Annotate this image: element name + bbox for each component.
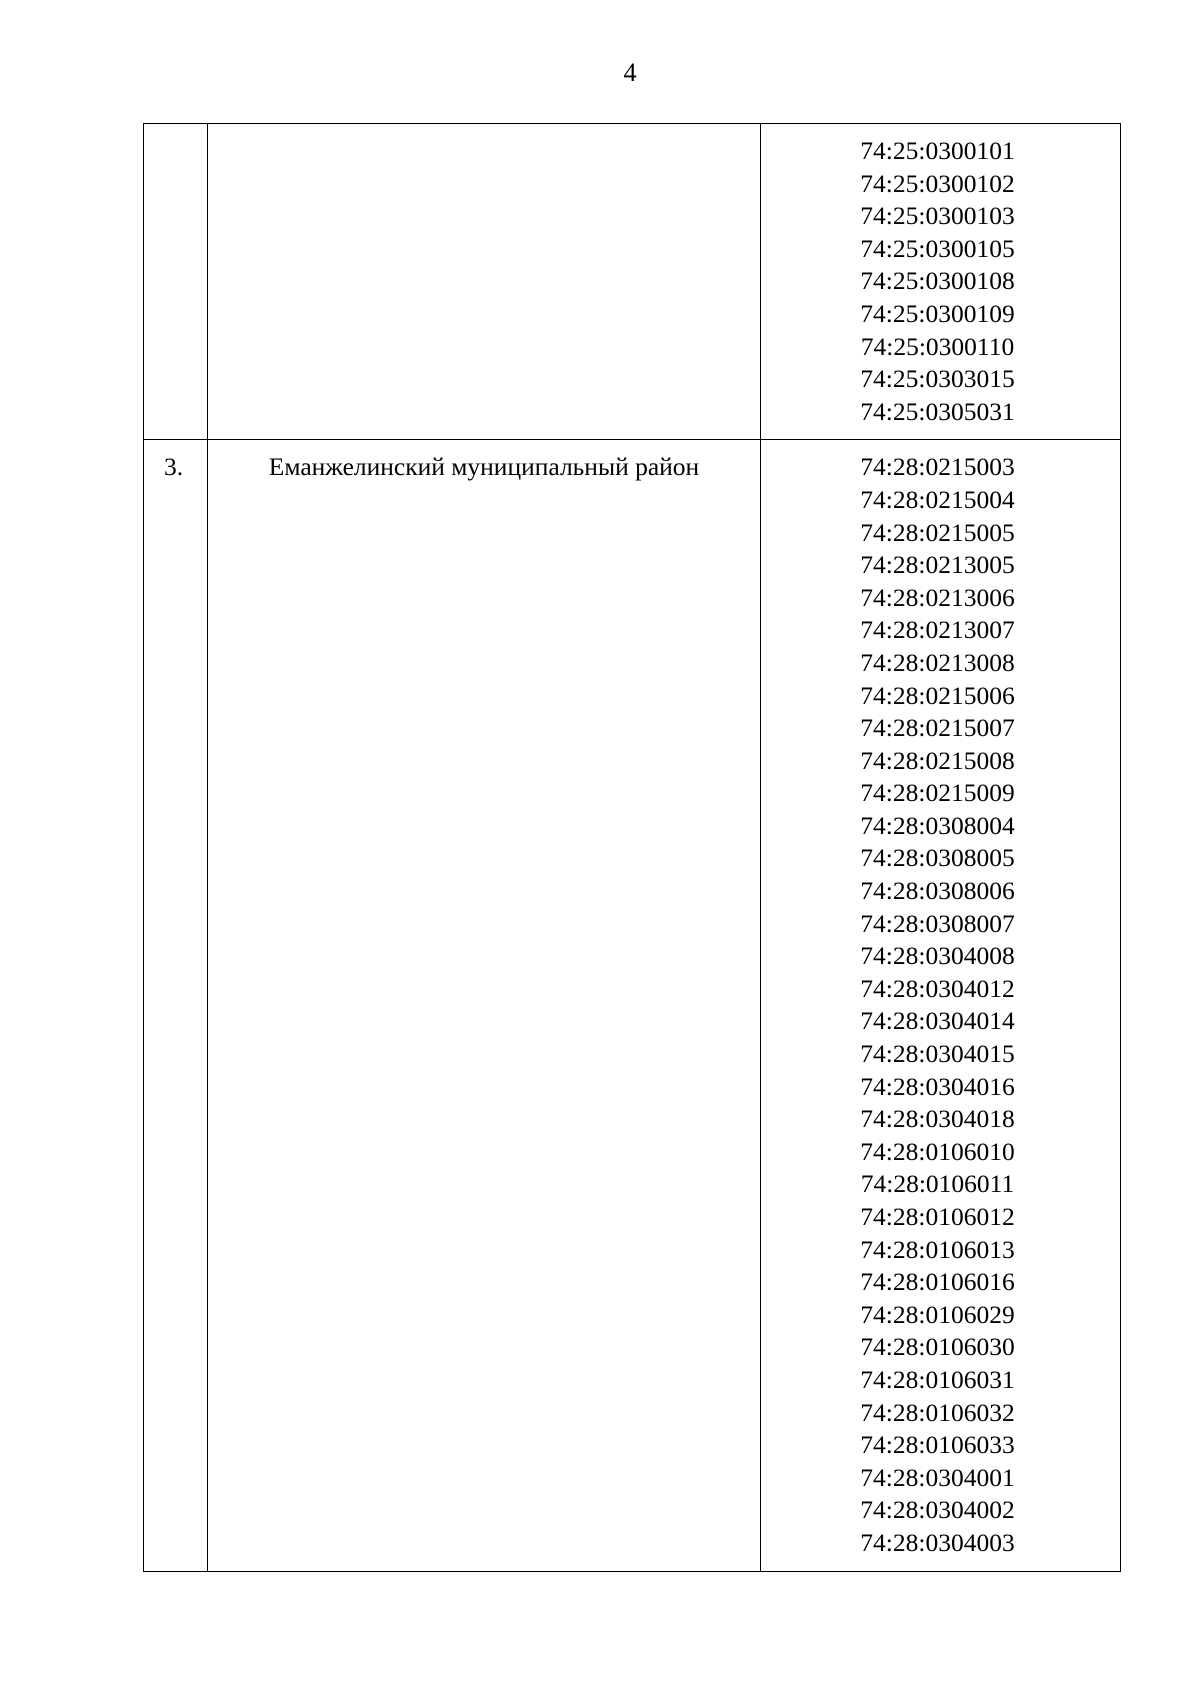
cadastral-code: 74:25:0300103 (860, 201, 1015, 231)
cadastral-code: 74:28:0215006 (860, 680, 1015, 710)
cadastral-codes-cell (761, 440, 1121, 1571)
cadastral-code: 74:28:0215007 (860, 713, 1015, 743)
cadastral-code: 74:28:0304001 (860, 1462, 1015, 1492)
cadastral-code: 74:28:0106033 (860, 1430, 1015, 1460)
cadastral-code: 74:28:0106029 (860, 1299, 1015, 1329)
cadastral-code: 74:28:0215009 (860, 778, 1015, 808)
cadastral-code: 74:28:0304016 (860, 1071, 1015, 1101)
cadastral-code: 74:25:0300101 (860, 136, 1015, 165)
cadastral-code: 74:28:0106013 (860, 1234, 1015, 1264)
table-row (144, 124, 1121, 440)
cadastral-code: 74:28:0308006 (860, 876, 1015, 906)
cadastral-code: 74:28:0304003 (860, 1527, 1015, 1557)
cadastral-code: 74:28:0213006 (860, 582, 1015, 612)
cadastral-code: 74:28:0215003 (860, 452, 1015, 482)
cadastral-code: 74:28:0215005 (860, 517, 1015, 547)
cadastral-codes-cell (761, 124, 1121, 440)
cadastral-code: 74:28:0106011 (860, 1169, 1015, 1199)
cadastral-code: 74:28:0213007 (860, 615, 1015, 645)
district-name-cell (208, 124, 761, 440)
cadastral-code: 74:28:0106031 (860, 1364, 1015, 1394)
cadastral-code: 74:28:0304014 (860, 1006, 1015, 1036)
table-row (144, 440, 1121, 1571)
cadastral-code: 74:28:0106032 (860, 1397, 1015, 1427)
cadastral-code: 74:28:0106010 (860, 1136, 1015, 1166)
cadastral-code: 74:25:0300105 (860, 233, 1015, 263)
cadastral-codes-list (761, 135, 1120, 428)
district-name-cell: Еманжелинский муниципальный район (208, 440, 761, 1571)
cadastral-code: 74:28:0215008 (860, 745, 1015, 775)
cadastral-code: 74:25:0300102 (860, 168, 1015, 198)
page-number: 4 (623, 58, 637, 87)
cadastral-code: 74:28:0304012 (860, 973, 1015, 1003)
row-number-cell: 3. (144, 440, 208, 1571)
cadastral-code: 74:28:0308007 (860, 908, 1015, 938)
cadastral-table (143, 123, 1121, 1572)
cadastral-code: 74:28:0308005 (860, 843, 1015, 873)
cadastral-code: 74:28:0308004 (860, 810, 1015, 840)
cadastral-code: 74:25:0300108 (860, 266, 1015, 296)
cadastral-code: 74:28:0304008 (860, 941, 1015, 971)
cadastral-code: 74:28:0213008 (860, 647, 1015, 677)
cadastral-code: 74:28:0106012 (860, 1202, 1015, 1231)
cadastral-code: 74:28:0215004 (860, 484, 1015, 514)
row-number-cell (144, 124, 208, 440)
cadastral-code: 74:28:0213005 (860, 550, 1015, 580)
cadastral-code: 74:25:0300110 (860, 331, 1015, 361)
cadastral-code: 74:28:0304018 (860, 1104, 1015, 1134)
cadastral-codes-list (761, 451, 1120, 1559)
cadastral-code: 74:25:0305031 (860, 396, 1015, 426)
cadastral-code: 74:25:0300109 (860, 298, 1015, 328)
cadastral-code: 74:25:0303015 (860, 364, 1015, 394)
cadastral-code: 74:28:0304015 (860, 1039, 1015, 1069)
cadastral-code: 74:28:0106030 (860, 1332, 1015, 1362)
cadastral-code: 74:28:0304002 (860, 1495, 1015, 1525)
cadastral-code: 74:28:0106016 (860, 1267, 1015, 1297)
